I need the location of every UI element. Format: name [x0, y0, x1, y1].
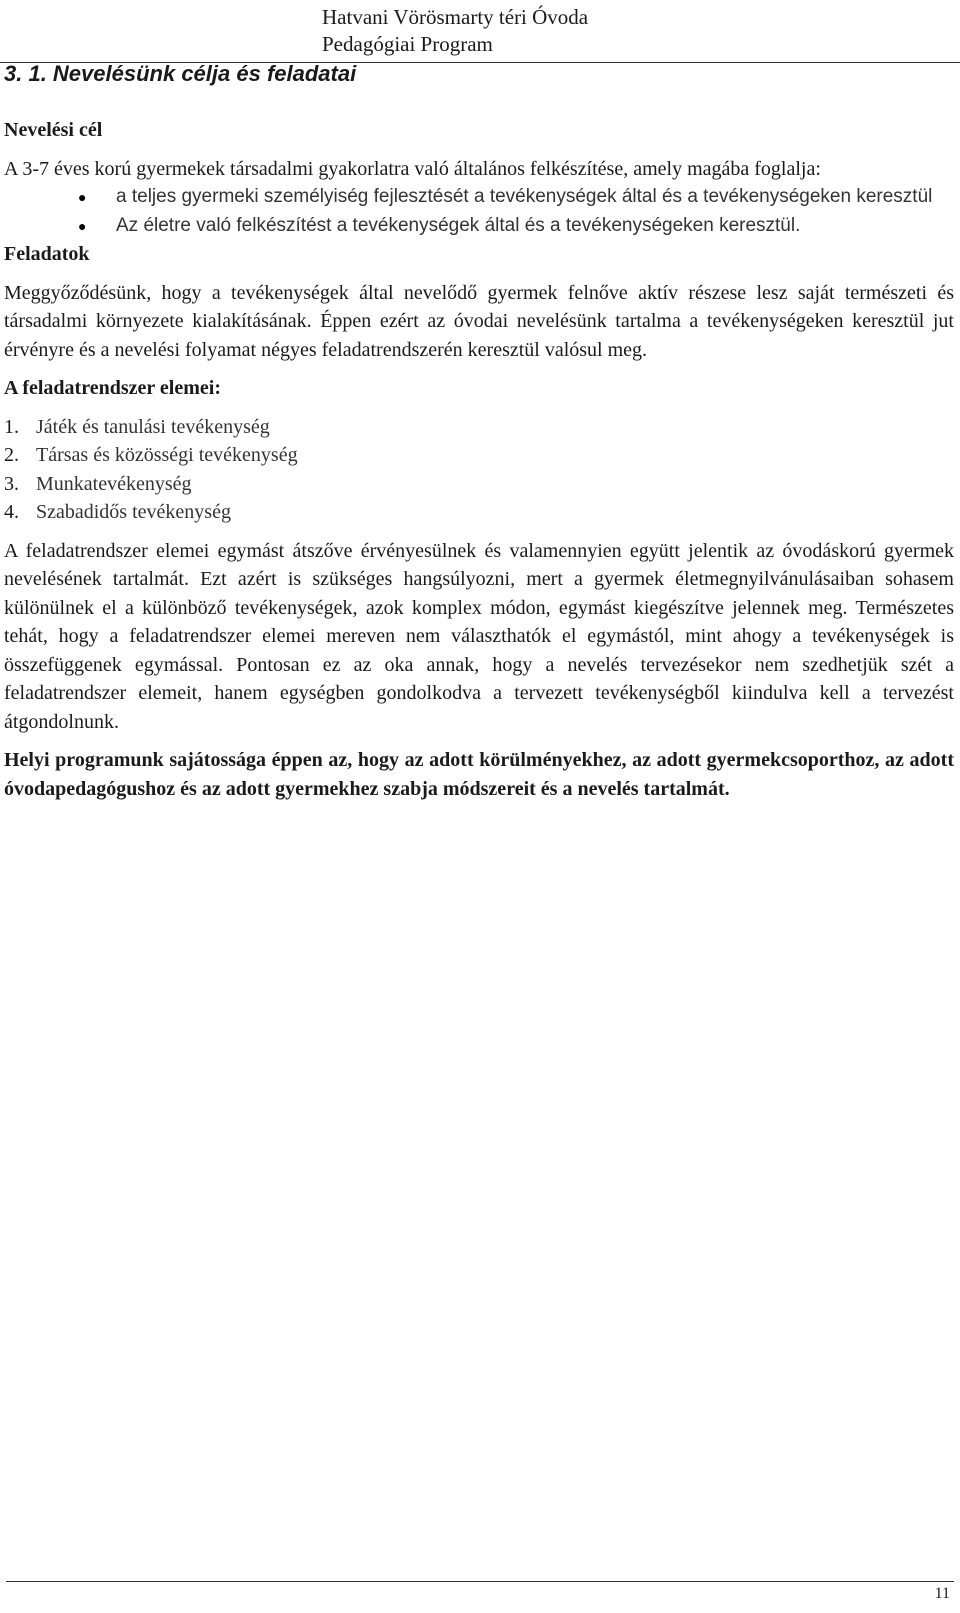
list-item: 2. Társas és közösségi tevékenység [4, 444, 298, 466]
list-heading: A feladatrendszer elemei: [4, 377, 221, 399]
heading-nevelesi-cel: Nevelési cél [4, 119, 103, 141]
header-org: Hatvani Vörösmarty téri Óvoda [322, 5, 589, 29]
feladatok-paragraph: Meggyőződésünk, hogy a tevékenységek által nevelődő gyermek felnőve aktív részese lesz saját természeti és társadalmi környezete kialakításának. Éppen ezért az óvodai nevelésünk tartalma a tevékenységeken keresztül jut érvényre és a nevelési folyamat négyes feladatrendszerén keresztül valósul meg. [4, 281, 954, 361]
cel-intro: A 3-7 éves korú gyermekek társadalmi gyakorlatra való általános felkészítése, amely magába foglalja: [4, 157, 821, 180]
list-item: 4. Szabadidős tevékenység [4, 501, 231, 523]
bullet-item [78, 183, 954, 212]
cel-bullet-list [4, 183, 954, 240]
system-paragraph: A feladatrendszer elemei egymást átszőve érvényesülnek és valamennyien együtt jelentik az óvodáskorú gyermek nevelésének tartalmát. Ezt azért is szükséges hangsúlyozni, mert a gyermek életmegnyilvánulásaiban sohasem különülnek el a különböző tevékenységek, azok komplex módon, egymást kiegészítve jelennek meg. Természetes tehát, hogy a feladatrendszer elemei mereven nem választhatók el egymástól, mint ahogy a tevékenységek is összefüggenek egymással. Pontosan ez az oka annak, hogy a nevelés tervezésekor nem szedhetjük szét a feladatrendszer elemeit, hanem egységben gondolkodva a tervezett tevékenységből kiindulva kell a tervezést átgondolnunk. [4, 539, 954, 733]
bullet-text: Az életre való felkészítést a tevékenységek által és a tevékenységeken keresztül. [116, 214, 801, 236]
bullet-item [78, 212, 954, 241]
section-title: 3. 1. Nevelésünk célja és feladatai [4, 61, 357, 86]
footer-rule [6, 1581, 954, 1582]
page-number: 11 [934, 1585, 950, 1602]
page-header [0, 0, 960, 66]
local-program-paragraph: Helyi programunk sajátossága éppen az, hogy az adott körülményekhez, az adott gyermekcsoporthoz, az adott óvodapedagógushoz és az adott gyermekhez szabja módszereit és a nevelés tartalmát. [4, 749, 954, 800]
header-text [322, 4, 588, 58]
list-item: 1. Játék és tanulási tevékenység [4, 415, 270, 438]
heading-feladatok: Feladatok [4, 243, 90, 265]
list-item: 3. Munkatevékenység [4, 472, 192, 495]
document-body [4, 116, 954, 803]
bullet-icon: ● [78, 217, 87, 234]
header-doc: Pedagógiai Program [322, 32, 493, 56]
bullet-text: a teljes gyermeki személyiség fejlesztését a tevékenységek által és a tevékenységeken keresztül [116, 186, 933, 207]
bullet-icon: ● [78, 189, 87, 205]
task-list [4, 413, 954, 527]
